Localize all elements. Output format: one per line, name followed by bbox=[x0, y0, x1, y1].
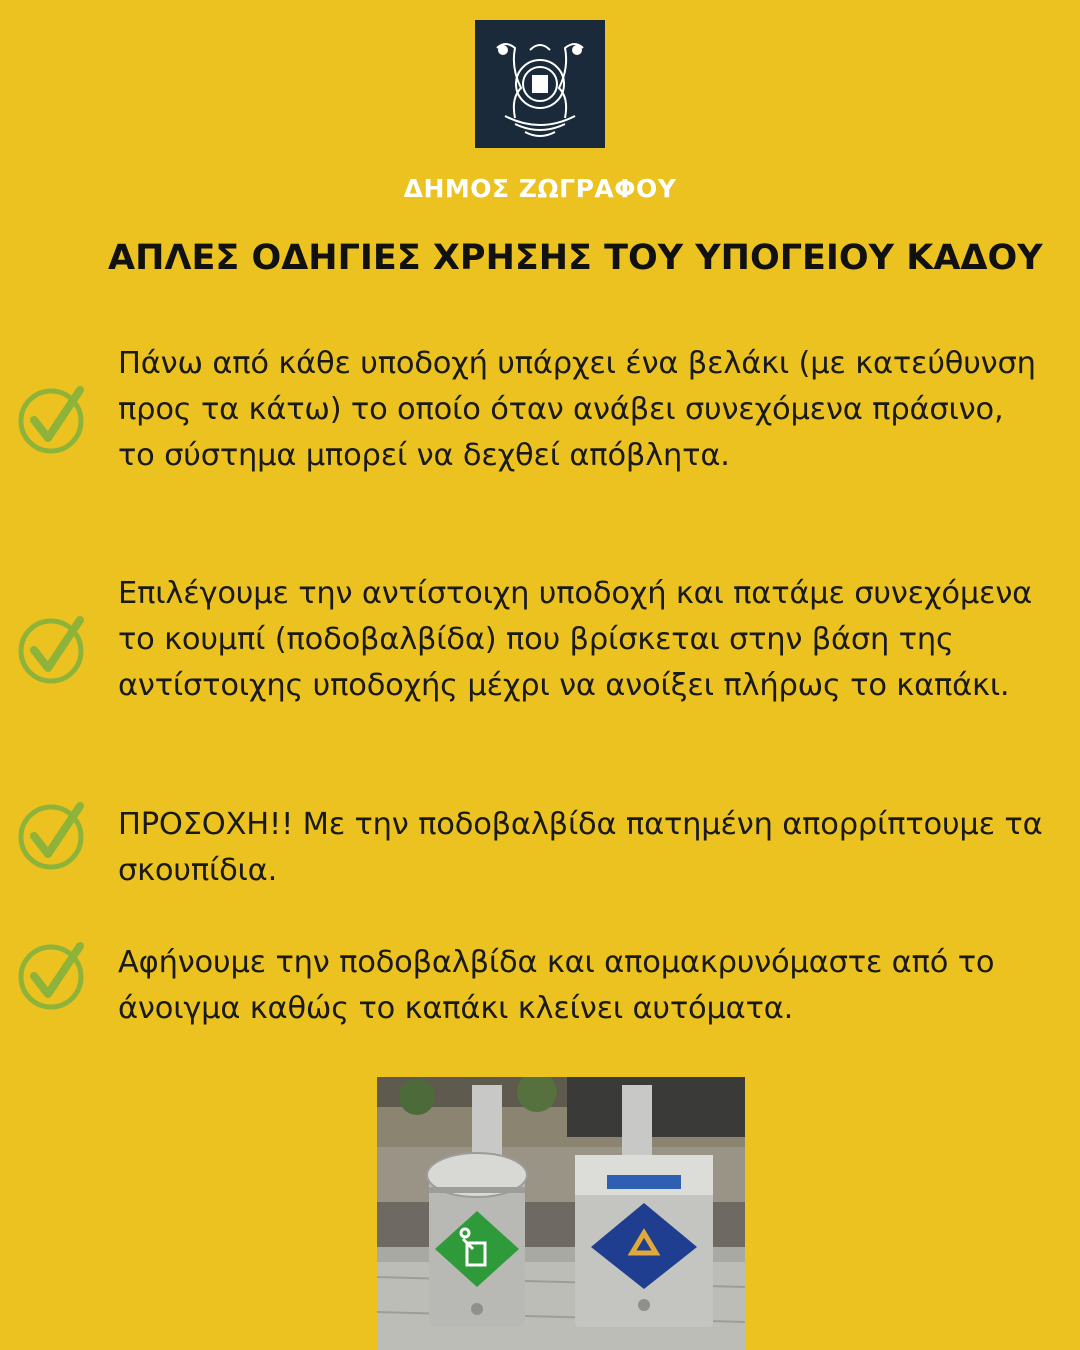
municipality-crest-logo bbox=[475, 20, 605, 148]
instruction-text: Επιλέγουμε την αντίστοιχη υποδοχή και πατάμε συνεχόμενα το κουμπί (ποδοβαλβίδα) που βρίσκεται στην βάση της αντίστοιχης υποδοχής μέχρι να ανοίξει πλήρως το καπάκι. bbox=[118, 576, 1033, 703]
checkmark-icon bbox=[18, 614, 88, 684]
instruction-text: Αφήνουμε την ποδοβαλβίδα και απομακρυνόμαστε από το άνοιγμα καθώς το καπάκι κλείνει αυτόματα. bbox=[118, 945, 995, 1026]
checkmark-icon bbox=[18, 384, 88, 454]
organization-name: ΔΗΜΟΣ ΖΩΓΡΑΦΟΥ bbox=[403, 174, 677, 203]
page-title: ΑΠΛΕΣ ΟΔΗΓΙΕΣ ΧΡΗΣΗΣ ΤΟΥ ΥΠΟΓΕΙΟΥ ΚΑΔΟΥ bbox=[108, 238, 1043, 278]
checkmark-icon bbox=[18, 940, 88, 1010]
underground-bins-photo bbox=[377, 1077, 745, 1350]
checkmark-icon bbox=[18, 800, 88, 870]
instruction-text: Πάνω από κάθε υποδοχή υπάρχει ένα βελάκι (με κατεύθυνση προς τα κάτω) το οποίο όταν ανάβει συνεχόμενα πράσινο, το σύστημα μπορεί να δεχθεί απόβλητα. bbox=[118, 346, 1036, 473]
instruction-text: ΠΡΟΣΟΧΗ!! Με την ποδοβαλβίδα πατημένη απορρίπτουμε τα σκουπίδια. bbox=[118, 807, 1043, 888]
